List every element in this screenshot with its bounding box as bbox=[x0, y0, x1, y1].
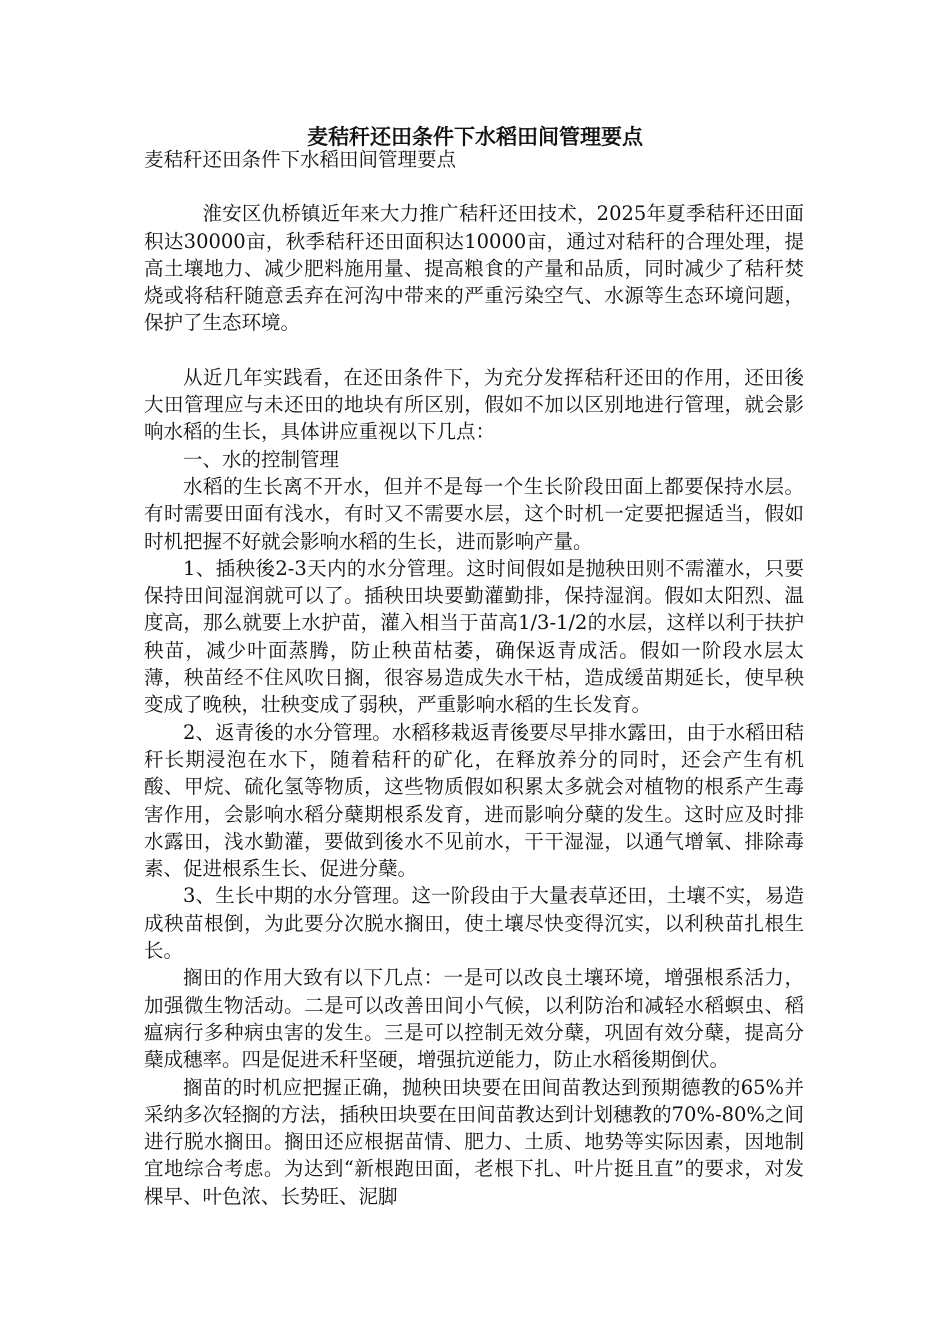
paragraph-field-drying-timing: 搁苗的时机应把握正确，抛秧田块要在田间苗教达到预期德教的65%并采纳多次轻搁的方法，插秧田块要在田间苗教达到计划穗教的70%-80%之间进行脱水搁田。搁田还应根据苗情、肥力、土质、地势等实际因素，因地制宜地综合考虑。为达到“新根跑田面，老根下扎、叶片挺且直”的要求，对发棵早、叶色浓、长势旺、泥脚 bbox=[144, 1075, 804, 1208]
paragraph-water-stage-2: 2、返青後的水分管理。水稻移栽返青後要尽早排水露田，由于水稻田秸秆长期浸泡在水下，随着秸秆的矿化，在释放养分的同时，还会产生有机酸、甲烷、硫化氢等物质，这些物质假如积累太多就会对植物的根系产生毒害作用，会影响水稻分蘖期根系发育，进而影响分蘖的发生。这时应及时排水露田，浅水勤灌，要做到後水不见前水，干干湿湿，以通气增氧、排除毒素、促进根系生长、促进分蘖。 bbox=[144, 720, 804, 881]
document-title: 麦秸秆还田条件下水稻田间管理要点 bbox=[307, 125, 643, 149]
section-heading-water: 一、水的控制管理 bbox=[183, 447, 340, 471]
paragraph-field-drying-effects: 搁田的作用大致有以下几点：一是可以改良土壤环境，增强根系活力，加强微生物活动。二是可以改善田间小气候，以利防治和减轻水稻螟虫、稻瘟病行多种病虫害的发生。三是可以控制无效分蘖，巩固有效分蘖，提高分蘖成穗率。四是促进禾秆坚硬，增强抗逆能力，防止水稻後期倒伏。 bbox=[144, 966, 804, 1072]
paragraph-intro: 淮安区仇桥镇近年来大力推广秸秆还田技术，2025年夏季秸秆还田面积达30000亩，秋季秸秆还田面积达10000亩，通过对秸秆的合理处理，提高土壤地力、减少肥料施用量、提高粮食的产量和品质，同时减少了秸秆焚烧或将秸秆随意丢弃在河沟中带来的严重污染空气、水源等生态环境问题，保护了生态环境。 bbox=[144, 202, 804, 335]
paragraph-water-overview: 水稻的生长离不开水，但并不是每一个生长阶段田面上都要保持水层。有时需要田面有浅水，有时又不需要水层，这个时机一定要把握适当，假如时机把握不好就会影响水稻的生长，进而影响产量。 bbox=[144, 474, 804, 553]
paragraph-water-stage-1: 1、插秧後2-3天内的水分管理。这时间假如是抛秧田则不需灌水，只要保持田间湿润就可以了。插秧田块要勤灌勤排，保持湿润。假如太阳烈、温度高，那么就要上水护苗，灌入相当于苗高1/3-1/2的水层，这样以利于扶护秧苗，减少叶面蒸腾，防止秧苗枯萎，确保返青成活。假如一阶段水层太薄，秧苗经不住风吹日搁，很容易造成失水干枯，造成缓苗期延长，使早秧变成了晚秧，壮秧变成了弱秧，严重影响水稻的生长发育。 bbox=[144, 556, 804, 717]
document-subtitle: 麦秸秆还田条件下水稻田间管理要点 bbox=[144, 148, 457, 171]
paragraph-water-stage-3: 3、生长中期的水分管理。这一阶段由于大量表草还田，土壤不实，易造成秧苗根倒，为此要分次脱水搁田，使土壤尽快变得沉实，以利秧苗扎根生长。 bbox=[144, 884, 804, 963]
paragraph-practice: 从近几年实践看，在还田条件下，为充分发挥秸秆还田的作用，还田後大田管理应与未还田的地块有所区别，假如不加以区别地进行管理，就会影响水稻的生长，具体讲应重视以下几点： bbox=[144, 365, 804, 444]
document-body bbox=[144, 146, 804, 1210]
